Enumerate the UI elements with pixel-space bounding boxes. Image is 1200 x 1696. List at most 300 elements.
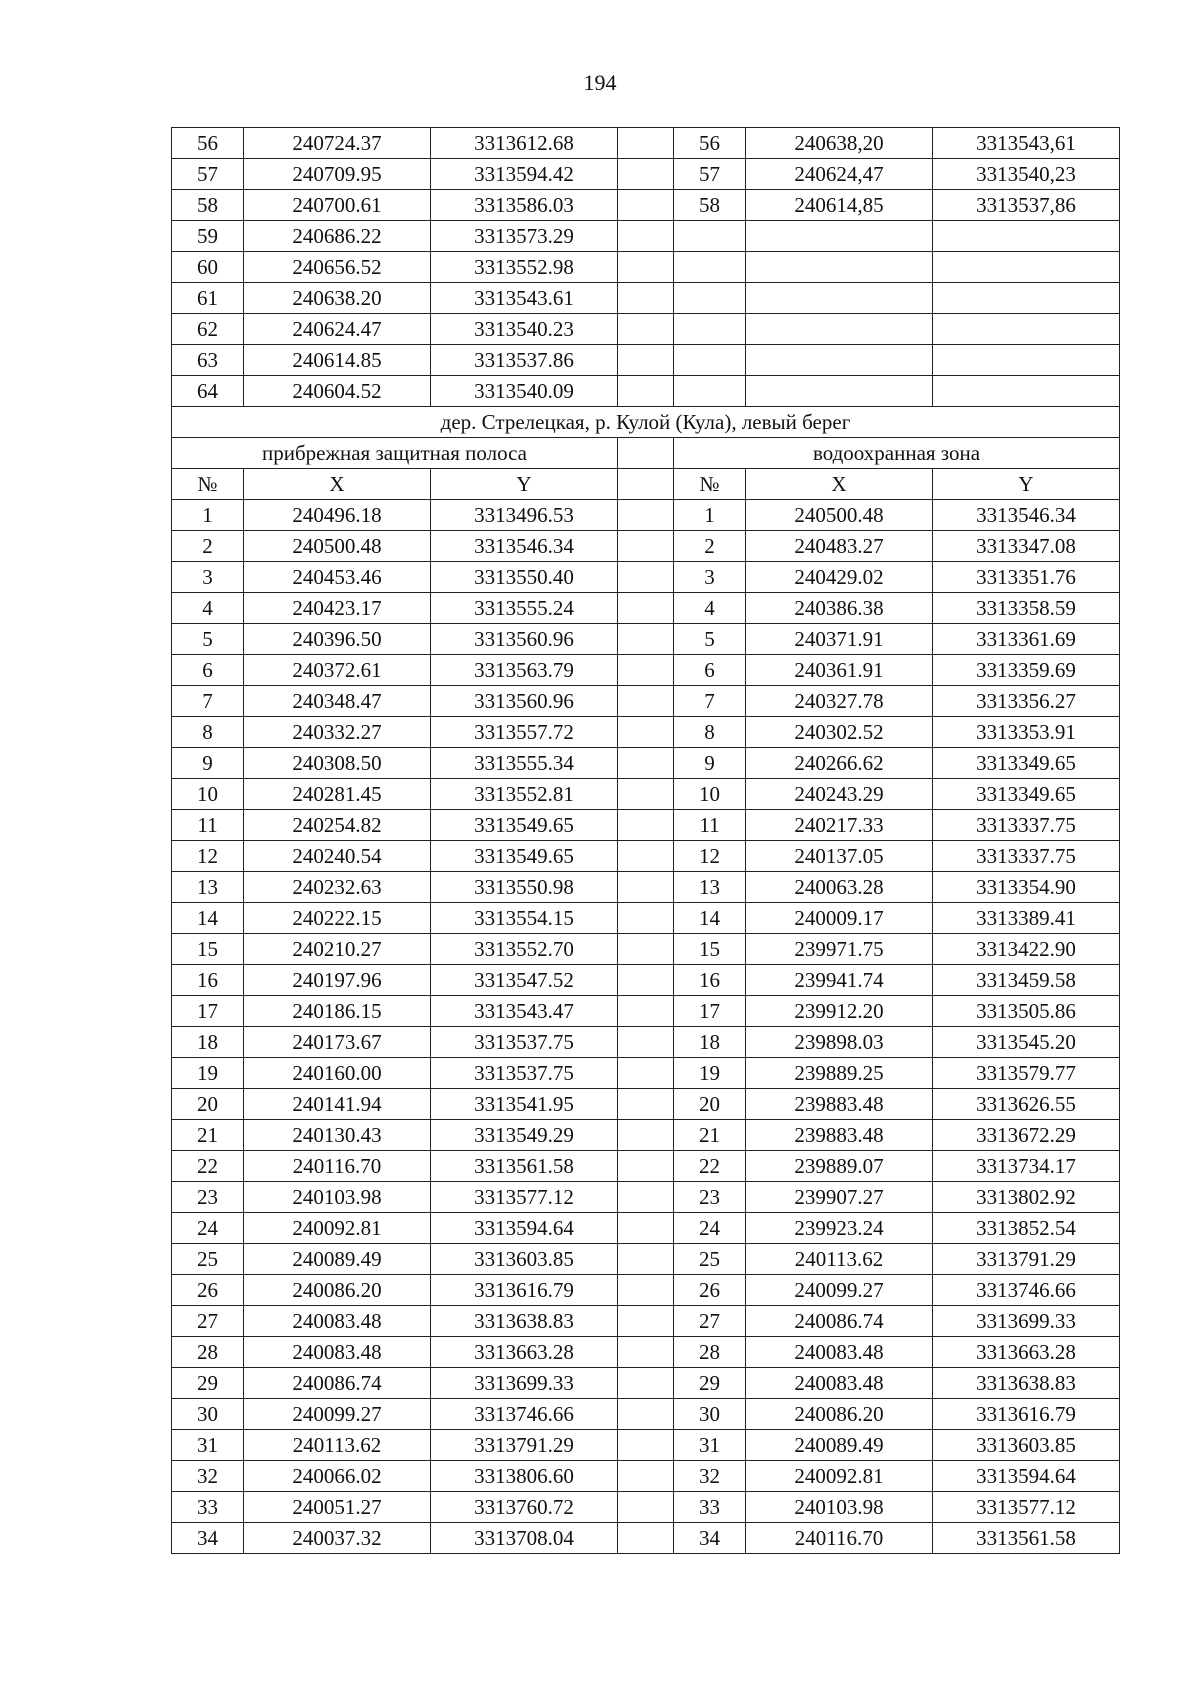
left-num-cell: 61 <box>172 283 244 314</box>
gap-cell <box>618 934 674 965</box>
right-y-cell: 3313594.64 <box>933 1461 1120 1492</box>
right-num-cell: 22 <box>674 1151 746 1182</box>
left-y-cell: 3313496.53 <box>431 500 618 531</box>
gap-cell <box>618 1151 674 1182</box>
gap-cell <box>618 252 674 283</box>
left-y-cell: 3313547.52 <box>431 965 618 996</box>
gap-cell <box>618 624 674 655</box>
gap-cell <box>618 128 674 159</box>
right-y-cell: 3313638.83 <box>933 1368 1120 1399</box>
right-y-cell: 3313543,61 <box>933 128 1120 159</box>
left-num-cell: 32 <box>172 1461 244 1492</box>
right-x-cell: 240113.62 <box>746 1244 933 1275</box>
right-x-cell: 240099.27 <box>746 1275 933 1306</box>
right-y-cell: 3313545.20 <box>933 1027 1120 1058</box>
gap-cell <box>618 686 674 717</box>
right-y-cell: 3313734.17 <box>933 1151 1120 1182</box>
left-y-cell: 3313552.70 <box>431 934 618 965</box>
left-x-cell: 240086.20 <box>244 1275 431 1306</box>
right-y-cell: 3313791.29 <box>933 1244 1120 1275</box>
left-x-cell: 240186.15 <box>244 996 431 1027</box>
right-y-cell: 3313337.75 <box>933 810 1120 841</box>
table-row <box>172 376 1120 407</box>
right-x-cell: 240302.52 <box>746 717 933 748</box>
table-row <box>172 159 1120 190</box>
right-x-cell: 240500.48 <box>746 500 933 531</box>
section-title: дер. Стрелецкая, р. Кулой (Кула), левый берег <box>172 407 1120 438</box>
right-y-cell: 3313579.77 <box>933 1058 1120 1089</box>
left-y-cell: 3313638.83 <box>431 1306 618 1337</box>
gap-cell <box>618 1213 674 1244</box>
left-x-cell: 240037.32 <box>244 1523 431 1554</box>
right-x-cell: 240086.20 <box>746 1399 933 1430</box>
left-x-cell: 240051.27 <box>244 1492 431 1523</box>
right-y-cell: 3313422.90 <box>933 934 1120 965</box>
header-num-right: № <box>674 469 746 500</box>
left-x-cell: 240709.95 <box>244 159 431 190</box>
right-y-cell: 3313505.86 <box>933 996 1120 1027</box>
left-num-cell: 30 <box>172 1399 244 1430</box>
right-num-cell: 10 <box>674 779 746 810</box>
left-num-cell: 14 <box>172 903 244 934</box>
left-y-cell: 3313708.04 <box>431 1523 618 1554</box>
left-x-cell: 240130.43 <box>244 1120 431 1151</box>
right-num-cell: 31 <box>674 1430 746 1461</box>
left-x-cell: 240281.45 <box>244 779 431 810</box>
right-num-cell: 29 <box>674 1368 746 1399</box>
right-subtitle: водоохранная зона <box>674 438 1120 469</box>
table-row <box>172 1151 1120 1182</box>
gap-cell <box>618 1399 674 1430</box>
right-num-cell: 26 <box>674 1275 746 1306</box>
gap-cell <box>618 996 674 1027</box>
right-x-cell: 240429.02 <box>746 562 933 593</box>
table-row <box>172 345 1120 376</box>
table-row <box>172 500 1120 531</box>
right-num-cell <box>674 221 746 252</box>
right-x-cell: 239971.75 <box>746 934 933 965</box>
header-y-left: Y <box>431 469 618 500</box>
right-x-cell: 239907.27 <box>746 1182 933 1213</box>
left-y-cell: 3313560.96 <box>431 624 618 655</box>
left-x-cell: 240254.82 <box>244 810 431 841</box>
right-y-cell: 3313337.75 <box>933 841 1120 872</box>
left-num-cell: 18 <box>172 1027 244 1058</box>
right-x-cell: 240361.91 <box>746 655 933 686</box>
left-y-cell: 3313663.28 <box>431 1337 618 1368</box>
right-y-cell: 3313349.65 <box>933 779 1120 810</box>
table-row <box>172 1492 1120 1523</box>
left-num-cell: 3 <box>172 562 244 593</box>
left-num-cell: 26 <box>172 1275 244 1306</box>
right-y-cell <box>933 283 1120 314</box>
right-y-cell: 3313354.90 <box>933 872 1120 903</box>
gap-cell <box>618 469 674 500</box>
table-row <box>172 1182 1120 1213</box>
table-row <box>172 810 1120 841</box>
left-x-cell: 240232.63 <box>244 872 431 903</box>
left-y-cell: 3313699.33 <box>431 1368 618 1399</box>
left-x-cell: 240700.61 <box>244 190 431 221</box>
left-x-cell: 240103.98 <box>244 1182 431 1213</box>
left-y-cell: 3313594.42 <box>431 159 618 190</box>
right-x-cell: 240327.78 <box>746 686 933 717</box>
left-y-cell: 3313760.72 <box>431 1492 618 1523</box>
table-row <box>172 314 1120 345</box>
left-y-cell: 3313537.86 <box>431 345 618 376</box>
right-y-cell: 3313546.34 <box>933 500 1120 531</box>
left-x-cell: 240113.62 <box>244 1430 431 1461</box>
table-row <box>172 841 1120 872</box>
left-num-cell: 4 <box>172 593 244 624</box>
right-y-cell: 3313353.91 <box>933 717 1120 748</box>
right-num-cell: 20 <box>674 1089 746 1120</box>
left-y-cell: 3313550.98 <box>431 872 618 903</box>
left-x-cell: 240092.81 <box>244 1213 431 1244</box>
gap-cell <box>618 500 674 531</box>
right-y-cell: 3313349.65 <box>933 748 1120 779</box>
right-y-cell: 3313672.29 <box>933 1120 1120 1151</box>
right-x-cell: 240371.91 <box>746 624 933 655</box>
right-x-cell: 240624,47 <box>746 159 933 190</box>
gap-cell <box>618 283 674 314</box>
right-x-cell <box>746 314 933 345</box>
gap-cell <box>618 1275 674 1306</box>
right-num-cell: 34 <box>674 1523 746 1554</box>
gap-cell <box>618 1058 674 1089</box>
gap-cell <box>618 841 674 872</box>
right-y-cell: 3313537,86 <box>933 190 1120 221</box>
left-x-cell: 240423.17 <box>244 593 431 624</box>
left-x-cell: 240638.20 <box>244 283 431 314</box>
left-num-cell: 13 <box>172 872 244 903</box>
left-y-cell: 3313594.64 <box>431 1213 618 1244</box>
left-num-cell: 9 <box>172 748 244 779</box>
left-num-cell: 34 <box>172 1523 244 1554</box>
left-x-cell: 240086.74 <box>244 1368 431 1399</box>
table-row <box>172 283 1120 314</box>
left-num-cell: 64 <box>172 376 244 407</box>
left-y-cell: 3313555.34 <box>431 748 618 779</box>
left-x-cell: 240624.47 <box>244 314 431 345</box>
table-row <box>172 748 1120 779</box>
table-row <box>172 593 1120 624</box>
header-x-right: X <box>746 469 933 500</box>
right-num-cell: 7 <box>674 686 746 717</box>
gap-cell <box>618 190 674 221</box>
table-row <box>172 531 1120 562</box>
left-num-cell: 25 <box>172 1244 244 1275</box>
gap-cell <box>618 1244 674 1275</box>
left-y-cell: 3313541.95 <box>431 1089 618 1120</box>
right-y-cell: 3313459.58 <box>933 965 1120 996</box>
right-x-cell: 240243.29 <box>746 779 933 810</box>
gap-cell <box>618 531 674 562</box>
right-x-cell <box>746 376 933 407</box>
right-y-cell: 3313699.33 <box>933 1306 1120 1337</box>
left-num-cell: 6 <box>172 655 244 686</box>
right-num-cell: 5 <box>674 624 746 655</box>
left-x-cell: 240197.96 <box>244 965 431 996</box>
left-y-cell: 3313549.29 <box>431 1120 618 1151</box>
main-rows <box>172 500 1120 1554</box>
right-num-cell <box>674 345 746 376</box>
table-row <box>172 1337 1120 1368</box>
left-num-cell: 59 <box>172 221 244 252</box>
table-row <box>172 1523 1120 1554</box>
left-y-cell: 3313746.66 <box>431 1399 618 1430</box>
left-x-cell: 240332.27 <box>244 717 431 748</box>
table-row <box>172 1027 1120 1058</box>
right-num-cell <box>674 314 746 345</box>
left-num-cell: 56 <box>172 128 244 159</box>
gap-cell <box>618 717 674 748</box>
left-num-cell: 60 <box>172 252 244 283</box>
gap-cell <box>618 314 674 345</box>
right-x-cell: 240083.48 <box>746 1337 933 1368</box>
left-x-cell: 240210.27 <box>244 934 431 965</box>
gap-cell <box>618 1430 674 1461</box>
right-x-cell <box>746 221 933 252</box>
left-y-cell: 3313555.24 <box>431 593 618 624</box>
left-y-cell: 3313563.79 <box>431 655 618 686</box>
table-row <box>172 779 1120 810</box>
left-y-cell: 3313612.68 <box>431 128 618 159</box>
right-x-cell: 240086.74 <box>746 1306 933 1337</box>
gap-cell <box>618 159 674 190</box>
table-row <box>172 996 1120 1027</box>
left-num-cell: 24 <box>172 1213 244 1244</box>
right-y-cell: 3313359.69 <box>933 655 1120 686</box>
table-row <box>172 965 1120 996</box>
right-y-cell: 3313626.55 <box>933 1089 1120 1120</box>
right-y-cell: 3313802.92 <box>933 1182 1120 1213</box>
right-num-cell: 30 <box>674 1399 746 1430</box>
right-num-cell: 9 <box>674 748 746 779</box>
left-y-cell: 3313554.15 <box>431 903 618 934</box>
gap-cell <box>618 1461 674 1492</box>
left-y-cell: 3313550.40 <box>431 562 618 593</box>
table-row <box>172 128 1120 159</box>
left-y-cell: 3313549.65 <box>431 810 618 841</box>
left-x-cell: 240099.27 <box>244 1399 431 1430</box>
right-x-cell: 239889.25 <box>746 1058 933 1089</box>
gap-cell <box>618 1306 674 1337</box>
left-x-cell: 240141.94 <box>244 1089 431 1120</box>
right-x-cell: 240092.81 <box>746 1461 933 1492</box>
right-num-cell <box>674 252 746 283</box>
right-num-cell: 56 <box>674 128 746 159</box>
right-num-cell: 4 <box>674 593 746 624</box>
left-num-cell: 2 <box>172 531 244 562</box>
table-row <box>172 655 1120 686</box>
table-row <box>172 1058 1120 1089</box>
right-num-cell: 28 <box>674 1337 746 1368</box>
table-row <box>172 190 1120 221</box>
left-x-cell: 240348.47 <box>244 686 431 717</box>
right-num-cell: 2 <box>674 531 746 562</box>
gap-cell <box>618 1089 674 1120</box>
gap-cell <box>618 1368 674 1399</box>
right-y-cell: 3313746.66 <box>933 1275 1120 1306</box>
right-x-cell: 239889.07 <box>746 1151 933 1182</box>
table-row <box>172 1461 1120 1492</box>
right-x-cell: 240638,20 <box>746 128 933 159</box>
table-row <box>172 1275 1120 1306</box>
left-y-cell: 3313537.75 <box>431 1058 618 1089</box>
left-num-cell: 8 <box>172 717 244 748</box>
right-x-cell <box>746 345 933 376</box>
left-y-cell: 3313552.98 <box>431 252 618 283</box>
right-y-cell <box>933 221 1120 252</box>
left-y-cell: 3313540.23 <box>431 314 618 345</box>
gap-cell <box>618 438 674 469</box>
left-y-cell: 3313791.29 <box>431 1430 618 1461</box>
left-x-cell: 240656.52 <box>244 252 431 283</box>
gap-cell <box>618 655 674 686</box>
table-row <box>172 562 1120 593</box>
left-y-cell: 3313537.75 <box>431 1027 618 1058</box>
left-num-cell: 11 <box>172 810 244 841</box>
gap-cell <box>618 1120 674 1151</box>
left-num-cell: 17 <box>172 996 244 1027</box>
table-row <box>172 1244 1120 1275</box>
left-y-cell: 3313616.79 <box>431 1275 618 1306</box>
right-num-cell: 17 <box>674 996 746 1027</box>
left-x-cell: 240083.48 <box>244 1337 431 1368</box>
left-num-cell: 58 <box>172 190 244 221</box>
right-num-cell: 19 <box>674 1058 746 1089</box>
right-x-cell: 239898.03 <box>746 1027 933 1058</box>
left-y-cell: 3313577.12 <box>431 1182 618 1213</box>
left-num-cell: 1 <box>172 500 244 531</box>
left-x-cell: 240604.52 <box>244 376 431 407</box>
right-num-cell: 25 <box>674 1244 746 1275</box>
left-num-cell: 33 <box>172 1492 244 1523</box>
right-x-cell: 239912.20 <box>746 996 933 1027</box>
left-x-cell: 240089.49 <box>244 1244 431 1275</box>
left-y-cell: 3313543.61 <box>431 283 618 314</box>
left-num-cell: 10 <box>172 779 244 810</box>
left-num-cell: 29 <box>172 1368 244 1399</box>
right-num-cell: 12 <box>674 841 746 872</box>
right-y-cell: 3313561.58 <box>933 1523 1120 1554</box>
left-y-cell: 3313561.58 <box>431 1151 618 1182</box>
right-num-cell: 6 <box>674 655 746 686</box>
right-x-cell: 240083.48 <box>746 1368 933 1399</box>
gap-cell <box>618 965 674 996</box>
left-x-cell: 240496.18 <box>244 500 431 531</box>
table-row <box>172 872 1120 903</box>
table-row <box>172 903 1120 934</box>
left-num-cell: 15 <box>172 934 244 965</box>
left-x-cell: 240686.22 <box>244 221 431 252</box>
table-row <box>172 1306 1120 1337</box>
gap-cell <box>618 221 674 252</box>
left-x-cell: 240396.50 <box>244 624 431 655</box>
right-y-cell: 3313577.12 <box>933 1492 1120 1523</box>
top-rows <box>172 128 1120 407</box>
gap-cell <box>618 593 674 624</box>
right-num-cell: 57 <box>674 159 746 190</box>
gap-cell <box>618 903 674 934</box>
right-y-cell: 3313663.28 <box>933 1337 1120 1368</box>
right-x-cell: 240483.27 <box>746 531 933 562</box>
right-x-cell: 239923.24 <box>746 1213 933 1244</box>
right-x-cell: 240116.70 <box>746 1523 933 1554</box>
left-y-cell: 3313573.29 <box>431 221 618 252</box>
right-num-cell <box>674 376 746 407</box>
left-y-cell: 3313560.96 <box>431 686 618 717</box>
right-num-cell: 15 <box>674 934 746 965</box>
right-num-cell: 23 <box>674 1182 746 1213</box>
coordinates-table <box>171 127 1120 1554</box>
right-y-cell <box>933 314 1120 345</box>
right-num-cell: 1 <box>674 500 746 531</box>
right-x-cell: 240266.62 <box>746 748 933 779</box>
left-num-cell: 63 <box>172 345 244 376</box>
right-y-cell: 3313389.41 <box>933 903 1120 934</box>
left-y-cell: 3313543.47 <box>431 996 618 1027</box>
left-num-cell: 12 <box>172 841 244 872</box>
left-y-cell: 3313552.81 <box>431 779 618 810</box>
left-x-cell: 240173.67 <box>244 1027 431 1058</box>
gap-cell <box>618 1337 674 1368</box>
left-num-cell: 28 <box>172 1337 244 1368</box>
right-x-cell: 240217.33 <box>746 810 933 841</box>
left-x-cell: 240083.48 <box>244 1306 431 1337</box>
left-subtitle: прибрежная защитная полоса <box>172 438 618 469</box>
left-y-cell: 3313603.85 <box>431 1244 618 1275</box>
left-num-cell: 20 <box>172 1089 244 1120</box>
gap-cell <box>618 1182 674 1213</box>
table-row <box>172 1368 1120 1399</box>
left-y-cell: 3313806.60 <box>431 1461 618 1492</box>
right-x-cell <box>746 252 933 283</box>
right-num-cell: 32 <box>674 1461 746 1492</box>
right-y-cell: 3313361.69 <box>933 624 1120 655</box>
right-y-cell <box>933 345 1120 376</box>
page-number: 194 <box>583 70 617 95</box>
section-header <box>172 407 1120 500</box>
right-x-cell: 239883.48 <box>746 1120 933 1151</box>
left-y-cell: 3313546.34 <box>431 531 618 562</box>
left-x-cell: 240222.15 <box>244 903 431 934</box>
left-x-cell: 240372.61 <box>244 655 431 686</box>
right-x-cell: 240137.05 <box>746 841 933 872</box>
left-x-cell: 240240.54 <box>244 841 431 872</box>
table-row <box>172 1089 1120 1120</box>
right-y-cell <box>933 252 1120 283</box>
left-num-cell: 7 <box>172 686 244 717</box>
table-row <box>172 1213 1120 1244</box>
gap-cell <box>618 748 674 779</box>
left-num-cell: 23 <box>172 1182 244 1213</box>
gap-cell <box>618 376 674 407</box>
right-x-cell: 239941.74 <box>746 965 933 996</box>
right-num-cell: 33 <box>674 1492 746 1523</box>
left-x-cell: 240308.50 <box>244 748 431 779</box>
left-num-cell: 31 <box>172 1430 244 1461</box>
left-num-cell: 22 <box>172 1151 244 1182</box>
right-num-cell: 16 <box>674 965 746 996</box>
right-num-cell: 11 <box>674 810 746 841</box>
gap-cell <box>618 872 674 903</box>
gap-cell <box>618 345 674 376</box>
table-row <box>172 221 1120 252</box>
left-y-cell: 3313540.09 <box>431 376 618 407</box>
right-y-cell: 3313347.08 <box>933 531 1120 562</box>
